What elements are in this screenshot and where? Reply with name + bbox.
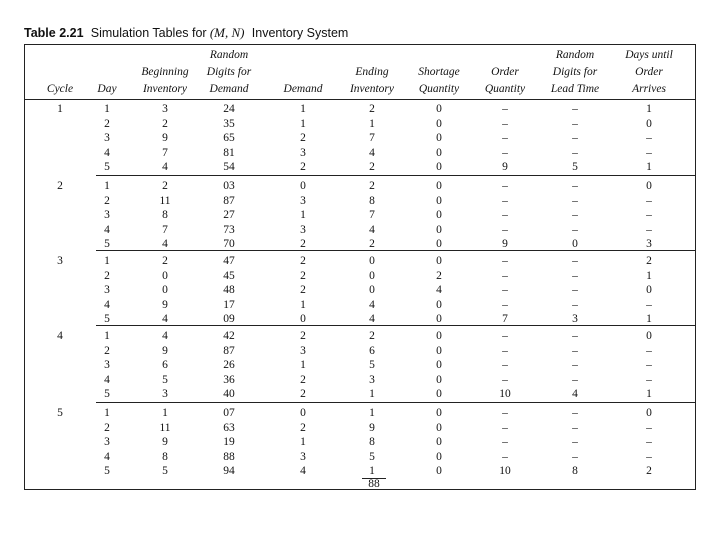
- cell-demand: 2: [300, 330, 306, 342]
- cell-beginning: 3: [162, 103, 168, 115]
- cell-random_lead: –: [572, 223, 578, 236]
- cell-days_until: 2: [646, 255, 652, 267]
- cell-days_until: 0: [646, 407, 652, 419]
- cell-beginning: 4: [162, 161, 168, 174]
- cell-shortage: 0: [436, 388, 442, 401]
- column-header-line: Quantity: [484, 83, 526, 95]
- cell-days_until: –: [646, 344, 652, 357]
- cell-day: 4: [104, 450, 110, 463]
- cell-random_lead: –: [572, 117, 578, 130]
- cell-order_qty: –: [502, 344, 508, 357]
- cell-shortage: 0: [436, 436, 442, 449]
- cycle-separator: [96, 325, 696, 326]
- cell-shortage: 0: [436, 255, 442, 267]
- cell-demand: 2: [300, 373, 306, 386]
- cell-random_lead: –: [572, 421, 578, 434]
- cycle-number: 5: [57, 407, 63, 419]
- cycle-separator: [96, 402, 696, 403]
- cell-random_lead: 3: [572, 313, 578, 326]
- cell-ending: 1: [369, 117, 375, 130]
- cell-ending: 1: [369, 388, 375, 401]
- cell-random_demand: 09: [223, 313, 235, 326]
- cell-order_qty: 10: [499, 388, 511, 401]
- cell-demand: 2: [300, 388, 306, 401]
- cell-shortage: 0: [436, 223, 442, 236]
- cell-random_lead: –: [572, 180, 578, 192]
- cell-order_qty: –: [502, 436, 508, 449]
- cell-beginning: 7: [162, 223, 168, 236]
- cell-order_qty: –: [502, 359, 508, 372]
- cell-random_demand: 40: [223, 388, 235, 401]
- cell-ending: 7: [369, 209, 375, 222]
- cell-beginning: 9: [162, 298, 168, 311]
- cell-beginning: 4: [162, 238, 168, 251]
- cell-ending: 7: [369, 132, 375, 145]
- cell-demand: 4: [300, 465, 306, 478]
- column-header-days_until: [604, 47, 694, 98]
- cell-random_demand: 47: [223, 255, 235, 267]
- column-header-line: Inventory: [142, 83, 188, 95]
- cell-days_until: 1: [646, 388, 652, 401]
- column-header-line: Random: [555, 49, 595, 61]
- cell-random_lead: –: [572, 284, 578, 297]
- cell-ending: 5: [369, 359, 375, 372]
- column-header-line: Lead Time: [550, 83, 600, 95]
- cell-shortage: 0: [436, 313, 442, 326]
- table-label: Table 2.21: [24, 26, 84, 40]
- cell-order_qty: –: [502, 330, 508, 342]
- cell-ending: 8: [369, 194, 375, 207]
- cell-random_lead: –: [572, 359, 578, 372]
- cell-day: 5: [104, 161, 110, 174]
- cell-day: 3: [104, 436, 110, 449]
- cell-day: 2: [104, 269, 110, 282]
- cell-demand: 2: [300, 421, 306, 434]
- column-header-line: Demand: [283, 83, 323, 95]
- cell-shortage: 2: [436, 269, 442, 282]
- table-title: Simulation Tables for: [90, 26, 207, 40]
- cell-random_demand: 54: [223, 161, 235, 174]
- cell-ending: 0: [369, 255, 375, 267]
- cell-days_until: –: [646, 421, 652, 434]
- cell-ending: 4: [369, 298, 375, 311]
- column-header-line: Arrives: [632, 83, 666, 95]
- cycle-number: 2: [57, 180, 63, 192]
- cell-beginning: 0: [162, 269, 168, 282]
- cell-random_demand: 70: [223, 238, 235, 251]
- cell-random_lead: –: [572, 344, 578, 357]
- cell-days_until: –: [646, 359, 652, 372]
- cell-ending: 9: [369, 421, 375, 434]
- table-title-suffix: Inventory System: [251, 26, 349, 40]
- column-header-line: Inventory: [349, 83, 395, 95]
- cell-order_qty: –: [502, 194, 508, 207]
- cell-ending: 1: [369, 407, 375, 419]
- cell-demand: 2: [300, 161, 306, 174]
- cell-ending: 4: [369, 223, 375, 236]
- cell-shortage: 0: [436, 194, 442, 207]
- cell-shortage: 0: [436, 132, 442, 145]
- cell-demand: 2: [300, 238, 306, 251]
- cell-random_demand: 24: [223, 103, 235, 115]
- cell-order_qty: –: [502, 132, 508, 145]
- table-title-math: (M, N): [209, 25, 245, 40]
- cell-random_lead: –: [572, 269, 578, 282]
- cell-random_demand: 03: [223, 180, 235, 192]
- cell-random_demand: 94: [223, 465, 235, 478]
- cell-shortage: 0: [436, 373, 442, 386]
- cell-ending: 0: [369, 284, 375, 297]
- cell-random_demand: 87: [223, 194, 235, 207]
- cell-ending: 2: [369, 161, 375, 174]
- cell-order_qty: 9: [502, 161, 508, 174]
- cell-day: 3: [104, 132, 110, 145]
- cell-day: 1: [104, 180, 110, 192]
- cell-random_lead: –: [572, 298, 578, 311]
- cell-random_demand: 63: [223, 421, 235, 434]
- cell-day: 4: [104, 298, 110, 311]
- cell-shortage: 0: [436, 450, 442, 463]
- cell-beginning: 5: [162, 465, 168, 478]
- cell-random_demand: 27: [223, 209, 235, 222]
- cell-days_until: 0: [646, 284, 652, 297]
- cell-shortage: 0: [436, 407, 442, 419]
- cell-shortage: 0: [436, 209, 442, 222]
- cell-random_lead: 8: [572, 465, 578, 478]
- cell-day: 2: [104, 117, 110, 130]
- cell-order_qty: –: [502, 146, 508, 159]
- cell-days_until: 0: [646, 330, 652, 342]
- cell-demand: 1: [300, 359, 306, 372]
- cell-ending: 2: [369, 180, 375, 192]
- cell-random_demand: 36: [223, 373, 235, 386]
- cycle-separator: [96, 250, 696, 251]
- cell-days_until: 1: [646, 103, 652, 115]
- cell-day: 4: [104, 373, 110, 386]
- column-header-line: Day: [97, 83, 117, 95]
- cell-beginning: 8: [162, 450, 168, 463]
- cell-shortage: 0: [436, 465, 442, 478]
- cell-demand: 3: [300, 194, 306, 207]
- column-header-line: Order: [491, 66, 519, 78]
- cell-demand: 1: [300, 103, 306, 115]
- cell-beginning: 9: [162, 344, 168, 357]
- cycle-number: 4: [57, 330, 63, 342]
- cell-random_demand: 35: [223, 117, 235, 130]
- cell-day: 5: [104, 313, 110, 326]
- cell-random_demand: 45: [223, 269, 235, 282]
- cell-beginning: 11: [159, 194, 171, 207]
- cell-demand: 2: [300, 269, 306, 282]
- cell-days_until: –: [646, 132, 652, 145]
- cell-day: 3: [104, 359, 110, 372]
- cell-beginning: 5: [162, 373, 168, 386]
- cell-shortage: 0: [436, 330, 442, 342]
- cell-order_qty: 7: [502, 313, 508, 326]
- cell-random_lead: 5: [572, 161, 578, 174]
- cell-ending: 2: [369, 330, 375, 342]
- cell-days_until: 1: [646, 161, 652, 174]
- cell-order_qty: –: [502, 103, 508, 115]
- header-rule: [24, 99, 696, 100]
- cell-demand: 0: [300, 407, 306, 419]
- cell-beginning: 8: [162, 209, 168, 222]
- cell-days_until: –: [646, 298, 652, 311]
- cell-days_until: 0: [646, 180, 652, 192]
- cell-demand: 1: [300, 209, 306, 222]
- cell-beginning: 3: [162, 388, 168, 401]
- cell-beginning: 2: [162, 117, 168, 130]
- cell-demand: 3: [300, 344, 306, 357]
- cell-beginning: 9: [162, 132, 168, 145]
- cell-day: 5: [104, 238, 110, 251]
- cell-demand: 3: [300, 146, 306, 159]
- cell-days_until: 3: [646, 238, 652, 251]
- cell-beginning: 7: [162, 146, 168, 159]
- cell-random_lead: 4: [572, 388, 578, 401]
- cell-demand: 2: [300, 255, 306, 267]
- cell-demand: 3: [300, 223, 306, 236]
- cell-random_demand: 19: [223, 436, 235, 449]
- cell-demand: 3: [300, 450, 306, 463]
- cell-random_lead: –: [572, 407, 578, 419]
- cell-order_qty: –: [502, 373, 508, 386]
- cell-beginning: 11: [159, 421, 171, 434]
- cell-beginning: 6: [162, 359, 168, 372]
- cell-random_demand: 07: [223, 407, 235, 419]
- cell-random_lead: 0: [572, 238, 578, 251]
- cell-demand: 1: [300, 436, 306, 449]
- cell-ending: 5: [369, 450, 375, 463]
- cell-random_lead: –: [572, 146, 578, 159]
- cell-day: 2: [104, 194, 110, 207]
- cell-days_until: –: [646, 223, 652, 236]
- cell-days_until: –: [646, 209, 652, 222]
- cell-random_lead: –: [572, 255, 578, 267]
- cell-days_until: 1: [646, 269, 652, 282]
- column-header-line: Shortage: [418, 66, 460, 78]
- cell-beginning: 4: [162, 330, 168, 342]
- cell-ending: 3: [369, 373, 375, 386]
- cell-day: 2: [104, 421, 110, 434]
- cell-ending: 8: [369, 436, 375, 449]
- cell-demand: 1: [300, 117, 306, 130]
- cell-day: 1: [104, 103, 110, 115]
- cell-beginning: 2: [162, 255, 168, 267]
- cell-order_qty: –: [502, 421, 508, 434]
- cell-demand: 1: [300, 298, 306, 311]
- cycle-separator: [96, 175, 696, 176]
- cell-random_demand: 81: [223, 146, 235, 159]
- cell-ending: 6: [369, 344, 375, 357]
- cell-random_lead: –: [572, 103, 578, 115]
- cell-demand: 2: [300, 284, 306, 297]
- cycle-number: 1: [57, 103, 63, 115]
- column-header-line: Ending: [355, 66, 389, 78]
- cell-order_qty: –: [502, 298, 508, 311]
- cell-ending: 2: [369, 103, 375, 115]
- cell-ending: 4: [369, 313, 375, 326]
- cell-shortage: 0: [436, 146, 442, 159]
- cell-order_qty: –: [502, 117, 508, 130]
- cell-ending: 0: [369, 269, 375, 282]
- cell-order_qty: –: [502, 180, 508, 192]
- cell-random_demand: 26: [223, 359, 235, 372]
- cell-random_lead: –: [572, 194, 578, 207]
- cell-order_qty: –: [502, 407, 508, 419]
- cell-shortage: 0: [436, 344, 442, 357]
- cell-shortage: 0: [436, 180, 442, 192]
- cell-ending: 1: [369, 465, 375, 478]
- cell-random_demand: 73: [223, 223, 235, 236]
- column-header-line: Quantity: [418, 83, 460, 95]
- cell-shortage: 0: [436, 161, 442, 174]
- cell-days_until: 0: [646, 117, 652, 130]
- column-header-line: Demand: [209, 83, 249, 95]
- cell-shortage: 0: [436, 359, 442, 372]
- cell-random_demand: 88: [223, 450, 235, 463]
- column-header-line: Digits for: [552, 66, 598, 78]
- cell-order_qty: 9: [502, 238, 508, 251]
- cell-days_until: –: [646, 373, 652, 386]
- cell-beginning: 1: [162, 407, 168, 419]
- cell-order_qty: –: [502, 269, 508, 282]
- cell-random_lead: –: [572, 373, 578, 386]
- cell-shortage: 0: [436, 421, 442, 434]
- cell-beginning: 9: [162, 436, 168, 449]
- cell-shortage: 0: [436, 117, 442, 130]
- cell-random_demand: 17: [223, 298, 235, 311]
- cell-days_until: –: [646, 146, 652, 159]
- cell-shortage: 0: [436, 103, 442, 115]
- cell-day: 1: [104, 255, 110, 267]
- cell-order_qty: –: [502, 209, 508, 222]
- cell-days_until: –: [646, 450, 652, 463]
- ending-inventory-total: 88: [368, 478, 380, 490]
- cell-day: 3: [104, 209, 110, 222]
- cell-beginning: 2: [162, 180, 168, 192]
- cell-demand: 2: [300, 132, 306, 145]
- cell-day: 3: [104, 284, 110, 297]
- cell-random_demand: 48: [223, 284, 235, 297]
- column-header-line: Cycle: [46, 83, 74, 95]
- cell-random_lead: –: [572, 209, 578, 222]
- cell-random_lead: –: [572, 330, 578, 342]
- cycle-number: 3: [57, 255, 63, 267]
- cell-random_demand: 65: [223, 132, 235, 145]
- column-header-line: Days until: [625, 49, 673, 61]
- cell-order_qty: –: [502, 450, 508, 463]
- cell-shortage: 4: [436, 284, 442, 297]
- cell-random_demand: 42: [223, 330, 235, 342]
- column-header-line: Digits for: [206, 66, 252, 78]
- cell-beginning: 4: [162, 313, 168, 326]
- cell-random_lead: –: [572, 132, 578, 145]
- cell-demand: 0: [300, 313, 306, 326]
- column-header-line: Beginning: [141, 66, 189, 78]
- cell-order_qty: –: [502, 223, 508, 236]
- cell-shortage: 0: [436, 238, 442, 251]
- cell-day: 2: [104, 344, 110, 357]
- cell-days_until: 1: [646, 313, 652, 326]
- cell-days_until: –: [646, 436, 652, 449]
- cell-order_qty: 10: [499, 465, 511, 478]
- cell-beginning: 0: [162, 284, 168, 297]
- cell-random_lead: –: [572, 436, 578, 449]
- cell-random_lead: –: [572, 450, 578, 463]
- column-header-line: Order: [635, 66, 663, 78]
- cell-day: 5: [104, 388, 110, 401]
- cell-shortage: 0: [436, 298, 442, 311]
- cell-day: 1: [104, 407, 110, 419]
- cell-random_demand: 87: [223, 344, 235, 357]
- cell-day: 4: [104, 223, 110, 236]
- column-header-line: Random: [209, 49, 249, 61]
- cell-days_until: –: [646, 194, 652, 207]
- cell-ending: 2: [369, 238, 375, 251]
- cell-demand: 0: [300, 180, 306, 192]
- cell-day: 4: [104, 146, 110, 159]
- cell-ending: 4: [369, 146, 375, 159]
- cell-days_until: 2: [646, 465, 652, 478]
- cell-day: 5: [104, 465, 110, 478]
- cell-order_qty: –: [502, 284, 508, 297]
- cell-order_qty: –: [502, 255, 508, 267]
- cell-day: 1: [104, 330, 110, 342]
- table-caption: [24, 25, 348, 41]
